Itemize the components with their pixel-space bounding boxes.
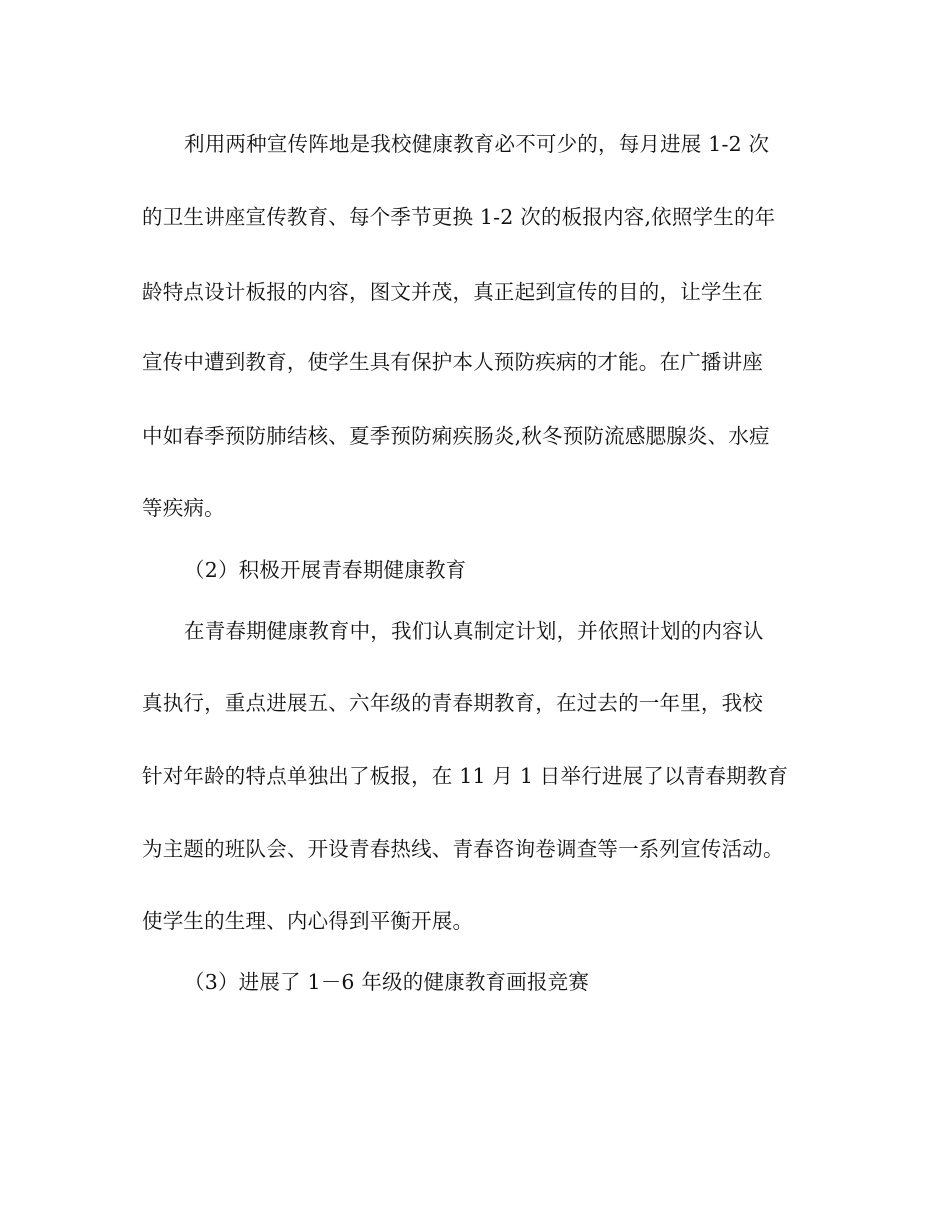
section-heading-2: （2）积极开展青春期健康教育	[184, 558, 467, 582]
paragraph-1-line-3: 龄特点设计板报的内容，图文并茂，真正起到宣传的目的，让学生在	[142, 280, 763, 304]
paragraph-1-line-5: 中如春季预防肺结核、夏季预防痢疾肠炎,秋冬预防流感腮腺炎、水痘	[142, 424, 770, 448]
paragraph-2-line-1: 在青春期健康教育中，我们认真制定计划，并依照计划的内容认	[184, 619, 764, 643]
paragraph-1-line-6: 等疾病。	[142, 496, 225, 520]
paragraph-1-line-4: 宣传中遭到教育，使学生具有保护本人预防疾病的才能。在广播讲座	[142, 350, 763, 374]
paragraph-2-line-3: 针对年龄的特点单独出了板报，在 11 月 1 日举行进展了以青春期教育	[142, 764, 789, 788]
paragraph-2-line-2: 真执行，重点进展五、六年级的青春期教育，在过去的一年里，我校	[142, 691, 763, 715]
paragraph-1-line-2: 的卫生讲座宣传教育、每个季节更换 1-2 次的板报内容,依照学生的年	[142, 205, 776, 229]
paragraph-2-line-4: 为主题的班队会、开设青春热线、青春咨询卷调查等一系列宣传活动。	[142, 837, 784, 861]
section-heading-3: （3）进展了 1－6 年级的健康教育画报竞赛	[184, 970, 590, 994]
paragraph-2-line-5: 使学生的生理、内心得到平衡开展。	[142, 909, 474, 933]
paragraph-1-line-1: 利用两种宣传阵地是我校健康教育必不可少的，每月进展 1-2 次	[184, 132, 770, 156]
